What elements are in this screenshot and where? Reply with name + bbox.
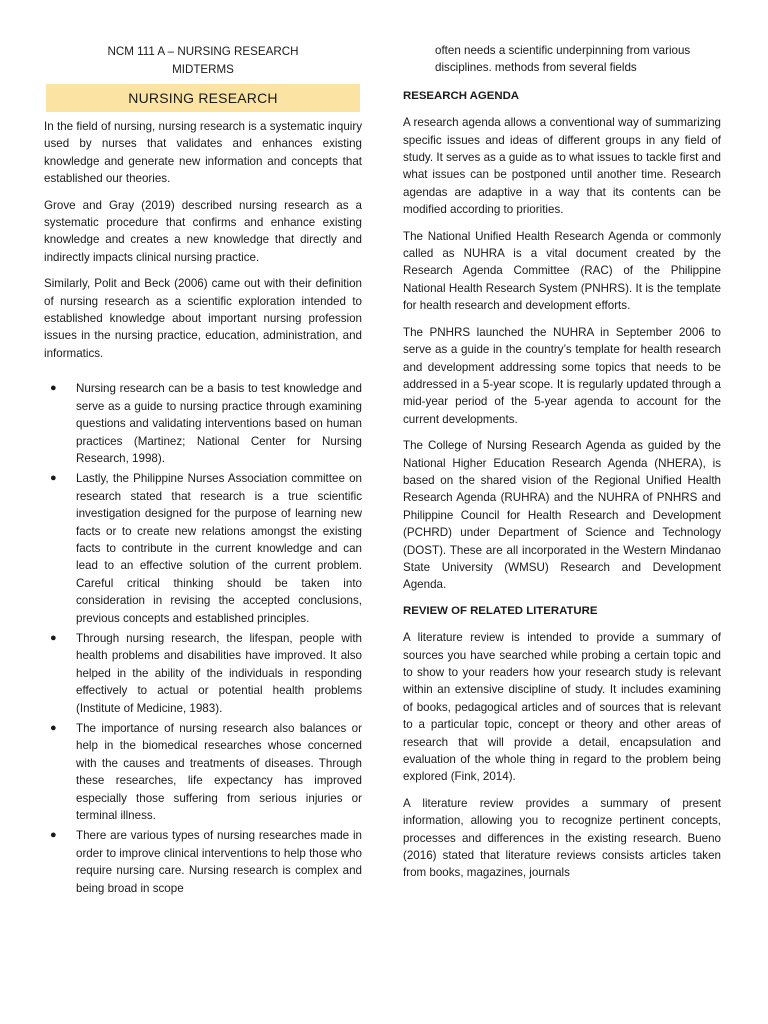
bullet-list [44, 380, 362, 897]
intro-paragraph: In the field of nursing, nursing research is a systematic inquiry used by nurses that validates and enhances existing knowledge and generate new information and concepts that established our theories. [44, 120, 362, 186]
research-agenda-heading: RESEARCH AGENDA [403, 89, 520, 102]
continued-bullet-text: often needs a scientific underpinning from various disciplines. methods from several fields [435, 44, 691, 75]
college-agenda-paragraph: The College of Nursing Research Agenda as guided by the National Higher Education Research Agenda (NHERA), is based on the shared vision of the Regional Unified Health Research Agenda (RUHRA) and the NUHRA of PNHRS and Philippine Council for Health Research and Development (PCHRD) under Department of Science and Technology (DOST). These are all incorporated in the Western Mindanao State University (WMSU) Research and Development Agenda. [403, 439, 721, 592]
list-item-text: Nursing research can be a basis to test knowledge and serve as a guide to nursing practice through examining questions and validating interventions based on human practices (Martinez; National Center for Nursing Research, 1998). [76, 382, 362, 465]
literature-review-paragraph: A literature review is intended to provide a summary of sources you have searched while probing a certain topic and to show to your readers how your research study is relevant within an extensive discipline of study. It includes examining of books, pedagogical articles and of sources that is relevant to a particular topic, concept or theory and other areas of research that will provide a detail, encapsulation and evaluation of the whole thing in regard to the problem being explored (Fink, 2014). [403, 631, 721, 784]
page-title: NURSING RESEARCH [46, 84, 360, 112]
pnhrs-paragraph: The PNHRS launched the NUHRA in September 2006 to serve as a guide in the country’s template for health research and development addressing some topics that needs to be addressed in a 5-year scope. It is regularly updated through a mid-year period of the 5-year agenda to account for the current developments. [403, 325, 721, 426]
list-item-text: Through nursing research, the lifespan, people with health problems and disabilities have improved. It also helped in the ability of the individuals in responding effectively to actual or potential health problems (Institute of Medicine, 1983). [76, 631, 362, 715]
list-item [44, 720, 362, 824]
course-title: NCM 111 A – NURSING RESEARCH [107, 45, 299, 58]
document-header [44, 0, 362, 78]
list-item [44, 470, 362, 627]
list-item-text: The importance of nursing research also balances or help in the biomedical researches whose concerned with the causes and treatments of diseases. Through these researches, life expectancy has improved especially those suffering from serious injuries or terminal illness. [76, 722, 362, 823]
left-column [44, 0, 362, 900]
bullet-icon: ● [50, 472, 57, 485]
bullet-icon: ● [50, 829, 57, 842]
research-agenda-paragraph: A research agenda allows a conventional way of summarizing specific issues and ideas of different groups in any field of study. It serves as a guide as to what issues to tackle first and what issues can be postponed until another time. Research agendas are adaptive in a way that its contents can be modified according to priorities. [403, 116, 721, 217]
right-column [403, 0, 721, 891]
literature-summary-paragraph: A literature review provides a summary of present information, allowing you to recognize pertinent concepts, processes and differences in the existing research. Bueno (2016) stated that literature reviews consists articles taken from books, magazines, journals [403, 796, 721, 880]
term-label: MIDTERMS [172, 62, 234, 76]
list-item-text: There are various types of nursing researches made in order to improve clinical interventions to help those who require nursing care. Nursing research is complex and being broad in scope [76, 829, 362, 895]
list-item [44, 827, 362, 897]
polit-beck-paragraph: Similarly, Polit and Beck (2006) came out with their definition of nursing research as a scientific exploration intended to established knowledge about important nursing profession issues in the nursing practice, education, administration, and informatics. [44, 277, 362, 360]
list-item [44, 380, 362, 467]
bullet-icon: ● [50, 382, 57, 395]
list-item-text: Lastly, the Philippine Nurses Association committee on research stated that research is a true scientific investigation designed for the purpose of learning new facts or to create new relations amongst the existing facts to contribute in the current knowledge and can lead to an effective solution of the current problem. Careful critical thinking should be taken into consideration in revising the accepted conclusions, previous concepts and established principles. [76, 472, 362, 625]
review-heading: REVIEW OF RELATED LITERATURE [403, 604, 598, 617]
list-item [44, 630, 362, 717]
definition-paragraph: Grove and Gray (2019) described nursing research as a systematic procedure that confirms and enhance existing knowledge and creates a new knowledge that directly and indirectly impacts clinical nursing practice. [44, 198, 362, 264]
nuhra-paragraph: The National Unified Health Research Agenda or commonly called as NUHRA is a vital document created by the Research Agenda Committee (RAC) of the Philippine National Health Research System (PNHRS). It is the template for health research and development efforts. [403, 229, 721, 313]
bullet-icon: ● [50, 631, 57, 644]
bullet-icon: ● [50, 722, 57, 734]
